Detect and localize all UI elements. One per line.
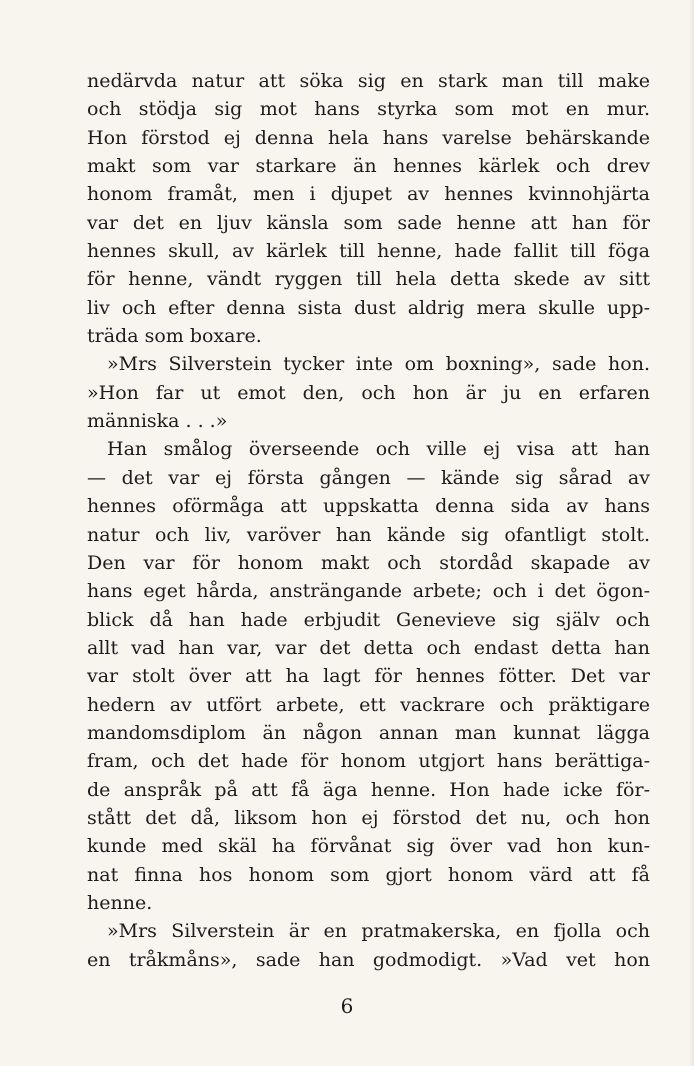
text-line: »Mrs Silverstein tycker inte om boxning», sade hon. xyxy=(107,353,650,376)
text-line: stått det då, liksom hon ej förstod det nu, och hon xyxy=(87,806,650,829)
text-line: var stolt över att ha lagt för hennes fötter. Det var xyxy=(87,665,650,688)
body-text xyxy=(87,67,650,974)
text-line: Hon förstod ej denna hela hans varelse behärskande xyxy=(87,126,650,149)
text-line: kunde med skäl ha förvånat sig över vad hon kun- xyxy=(87,835,650,858)
text-line: hennes oförmåga att uppskatta denna sida av hans xyxy=(87,495,650,518)
text-line: fram, och det hade för honom utgjort hans berättiga- xyxy=(87,750,650,773)
text-line: nat finna hos honom som gjort honom värd att få xyxy=(87,863,650,886)
text-line: henne. xyxy=(87,891,153,914)
text-line: — det var ej första gången — kände sig sårad av xyxy=(87,466,650,489)
text-line: allt vad han var, var det detta och endast detta han xyxy=(87,636,650,659)
text-line: blick då han hade erbjudit Genevieve sig själv och xyxy=(87,608,650,631)
text-line: människa . . .» xyxy=(87,410,228,433)
text-line: Han smålog överseende och ville ej visa att han xyxy=(107,438,650,461)
text-line: hans eget hårda, ansträngande arbete; och i det ögon- xyxy=(87,580,650,603)
text-line: hennes skull, av kärlek till henne, hade fallit till föga xyxy=(87,240,650,263)
text-line: »Mrs Silverstein är en pratmakerska, en fjolla och xyxy=(107,920,650,943)
text-line: träda som boxare. xyxy=(87,325,262,348)
text-line: för henne, vändt ryggen till hela detta skede av sitt xyxy=(87,268,650,291)
text-line: var det en ljuv känsla som sade henne att han för xyxy=(87,211,650,234)
text-line: och stödja sig mot hans styrka som mot en mur. xyxy=(87,98,650,121)
text-line: mandomsdiplom än någon annan man kunnat lägga xyxy=(87,721,650,744)
page-number: 6 xyxy=(340,994,354,1018)
page-edge xyxy=(689,0,694,1066)
text-line: natur och liv, varöver han kände sig ofantligt stolt. xyxy=(87,523,650,546)
text-line: en tråkmåns», sade han godmodigt. »Vad vet hon xyxy=(87,948,650,971)
text-line: makt som var starkare än hennes kärlek och drev xyxy=(87,155,650,178)
text-line: hedern av utfört arbete, ett vackrare och präktigare xyxy=(87,693,650,716)
text-line: de anspråk på att få äga henne. Hon hade icke för- xyxy=(87,778,650,801)
text-line: nedärvda natur att söka sig en stark man till make xyxy=(87,70,650,92)
text-line: honom framåt, men i djupet av hennes kvinnohjärta xyxy=(87,183,650,206)
text-line: liv och efter denna sista dust aldrig mera skulle upp- xyxy=(87,296,650,319)
text-line: Den var för honom makt och stordåd skapade av xyxy=(87,551,650,574)
text-line: »Hon far ut emot den, och hon är ju en erfaren xyxy=(87,381,650,404)
